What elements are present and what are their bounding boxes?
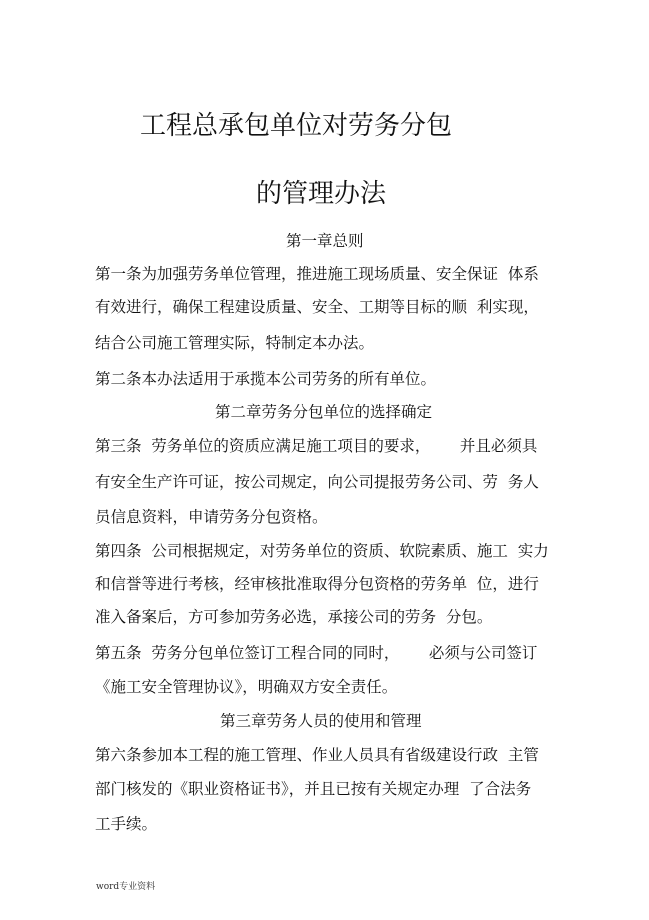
chapter-2-heading: 第二章劳务分包单位的选择确定 xyxy=(215,403,433,421)
article-1-line-3: 结合公司施工管理实际，特制定本办法。 xyxy=(95,334,375,352)
article-3-line-1: 第三条 劳务单位的资质应满足施工项目的要求， 并且必须具 xyxy=(95,437,538,455)
chapter-3-heading: 第三章劳务人员的使用和管理 xyxy=(220,712,422,730)
chapter-1-heading: 第一章总则 xyxy=(286,232,364,250)
title-line-2: 的管理办法 xyxy=(256,179,387,209)
article-1-line-2: 有效进行，确保工程建设质量、安全、工期等目标的顺 利实现， xyxy=(95,298,539,316)
article-6-line-1: 第六条参加本工程的施工管理、作业人员具有省级建设行政 主管 xyxy=(95,746,539,764)
article-5-line-2: 《施工安全管理协议》，明确双方安全责任。 xyxy=(95,678,398,696)
title-line-1: 工程总承包单位对劳务分包 xyxy=(140,111,453,141)
article-4-line-2: 和信誉等进行考核，经审核批准取得分包资格的劳务单 位，进行 xyxy=(95,575,539,593)
article-6-line-2: 部门核发的《职业资格证书》，并且已按有关规定办理 了合法务 xyxy=(95,780,532,798)
article-1-line-1: 第一条为加强劳务单位管理，推进施工现场质量、安全保证 体系 xyxy=(95,265,539,283)
article-4-line-3: 准入备案后，方可参加劳务必选，承接公司的劳务 分包。 xyxy=(95,608,493,626)
article-2-line-1: 第二条本办法适用于承揽本公司劳务的所有单位。 xyxy=(95,370,437,388)
page-footer: word专业资料 xyxy=(96,882,156,892)
article-5-line-1: 第五条 劳务分包单位签订工程合同的同时， 必须与公司签订 xyxy=(95,644,538,662)
article-3-line-3: 员信息资料，申请劳务分包资格。 xyxy=(95,508,328,526)
article-3-line-2: 有安全生产许可证，按公司规定，向公司提报劳务公司、劳 务人 xyxy=(95,473,539,491)
article-6-line-3: 工手续。 xyxy=(95,815,158,833)
article-4-line-1: 第四条 公司根据规定，对劳务单位的资质、软院素质、施工 实力 xyxy=(95,542,549,560)
